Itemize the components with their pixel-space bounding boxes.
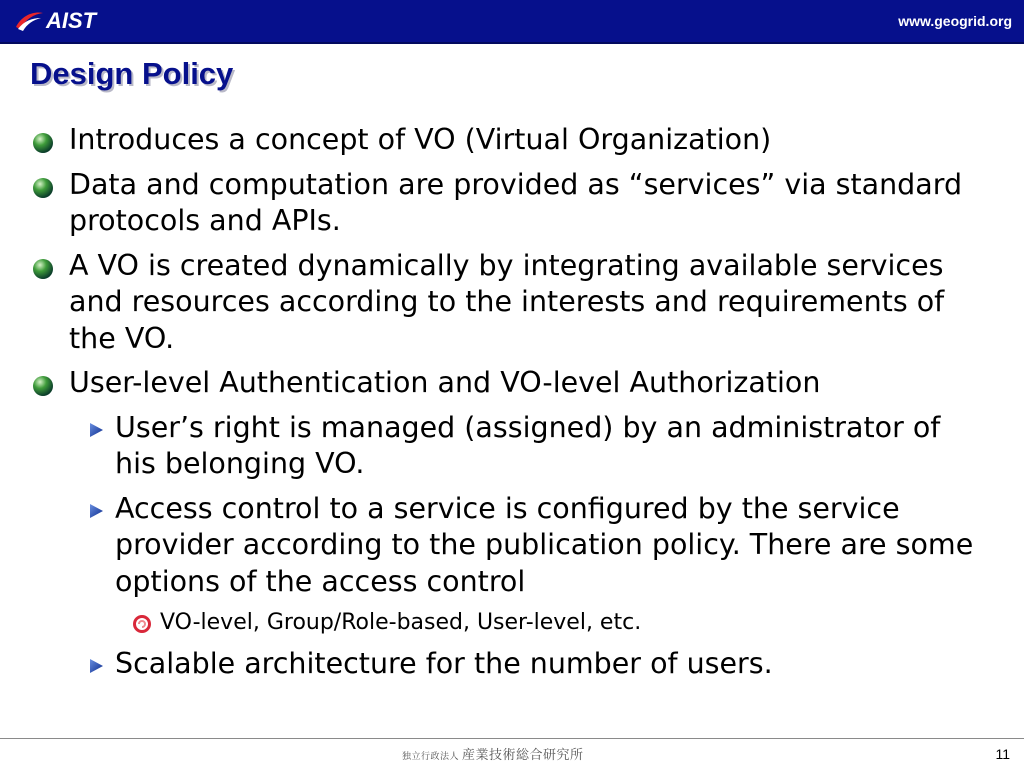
list-item	[28, 122, 988, 159]
header-bar	[0, 0, 1024, 44]
bullet-list	[28, 122, 988, 691]
list-item-text: Scalable architecture for the number of users.	[115, 647, 773, 680]
green-sphere-icon	[32, 177, 54, 199]
site-url: www.geogrid.org	[898, 13, 1012, 29]
page-number: 11	[995, 746, 1010, 762]
list-item-text: A VO is created dynamically by integrating available services and resources according to the interests and requirements of the VO.	[69, 248, 945, 355]
blue-triangle-icon	[87, 502, 105, 520]
list-item-text: VO-level, Group/Role-based, User-level, etc.	[160, 610, 642, 635]
list-item	[28, 608, 988, 638]
aist-swoosh-icon	[14, 9, 44, 33]
list-item-text: Data and computation are provided as “services” via standard protocols and APIs.	[69, 167, 963, 237]
list-item-text: User’s right is managed (assigned) by an administrator of his belonging VO.	[115, 410, 941, 480]
list-item	[28, 646, 988, 683]
green-sphere-icon	[32, 132, 54, 154]
footer-organization	[402, 744, 584, 763]
list-item-text: User-level Authentication and VO-level Authorization	[69, 366, 821, 399]
list-item-text: Access control to a service is configured by the service provider according to the publication policy. There are some options of the access control	[115, 491, 974, 598]
footer-org-name: 産業技術総合研究所	[462, 748, 584, 763]
list-item	[28, 365, 988, 402]
green-sphere-icon	[32, 375, 54, 397]
list-item	[28, 410, 988, 483]
aist-logo	[14, 7, 96, 35]
footer-org-prefix: 独立行政法人	[402, 752, 460, 762]
green-sphere-icon	[32, 258, 54, 280]
slide-title: Design Policy	[30, 56, 234, 91]
blue-triangle-icon	[87, 421, 105, 439]
footer-divider	[0, 738, 1024, 739]
blue-triangle-icon	[87, 657, 105, 675]
list-item-text: Introduces a concept of VO (Virtual Organization)	[69, 123, 772, 156]
red-swirl-icon	[133, 615, 151, 633]
list-item	[28, 491, 988, 601]
aist-logo-text: AIST	[46, 8, 97, 33]
list-item	[28, 248, 988, 358]
list-item	[28, 167, 988, 240]
